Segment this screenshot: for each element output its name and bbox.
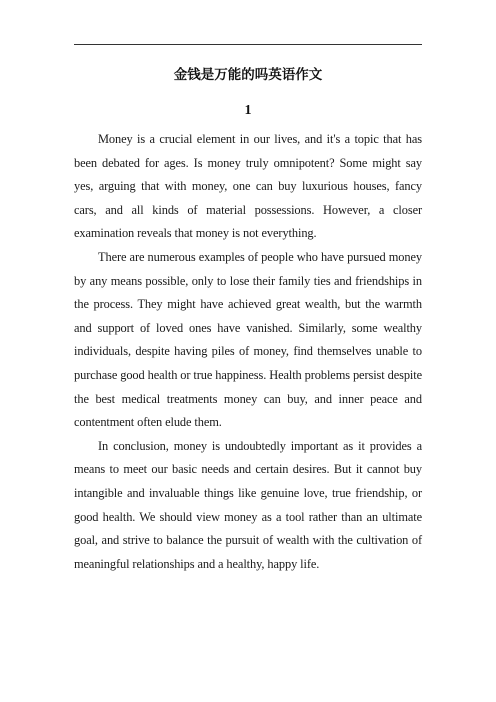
paragraph: There are numerous examples of people who have pursued money by any means possible, only to lose their family ties and friendships in the process. They might have achieved great wealth, but the warmth and support of loved ones have vanished. Similarly, some wealthy individuals, despite having piles of money, find themselves unable to purchase good health or true happiness. Health problems persist despite the best medical treatments money can buy, and inner peace and contentment often elude them. xyxy=(74,249,423,430)
header-rule xyxy=(74,44,422,45)
section-number: 1 xyxy=(244,103,252,118)
essay-body xyxy=(74,128,422,576)
document-title: 金钱是万能的吗英语作文 xyxy=(173,67,323,83)
paragraph: Money is a crucial element in our lives, and it's a topic that has been debated for ages. Is money truly omnipotent? Some might say yes, arguing that with money, one can buy luxurious houses, fancy cars, and all kinds of material possessions. However, a closer examination reveals that money is not everything. xyxy=(74,132,422,241)
paragraph: In conclusion, money is undoubtedly important as it provides a means to meet our basic needs and certain desires. But it cannot buy intangible and invaluable things like genuine love, true friendship, or good health. We should view money as a tool rather than an ultimate goal, and strive to balance the pursuit of wealth with the cultivation of meaningful relationships and a healthy, happy life. xyxy=(74,438,422,571)
